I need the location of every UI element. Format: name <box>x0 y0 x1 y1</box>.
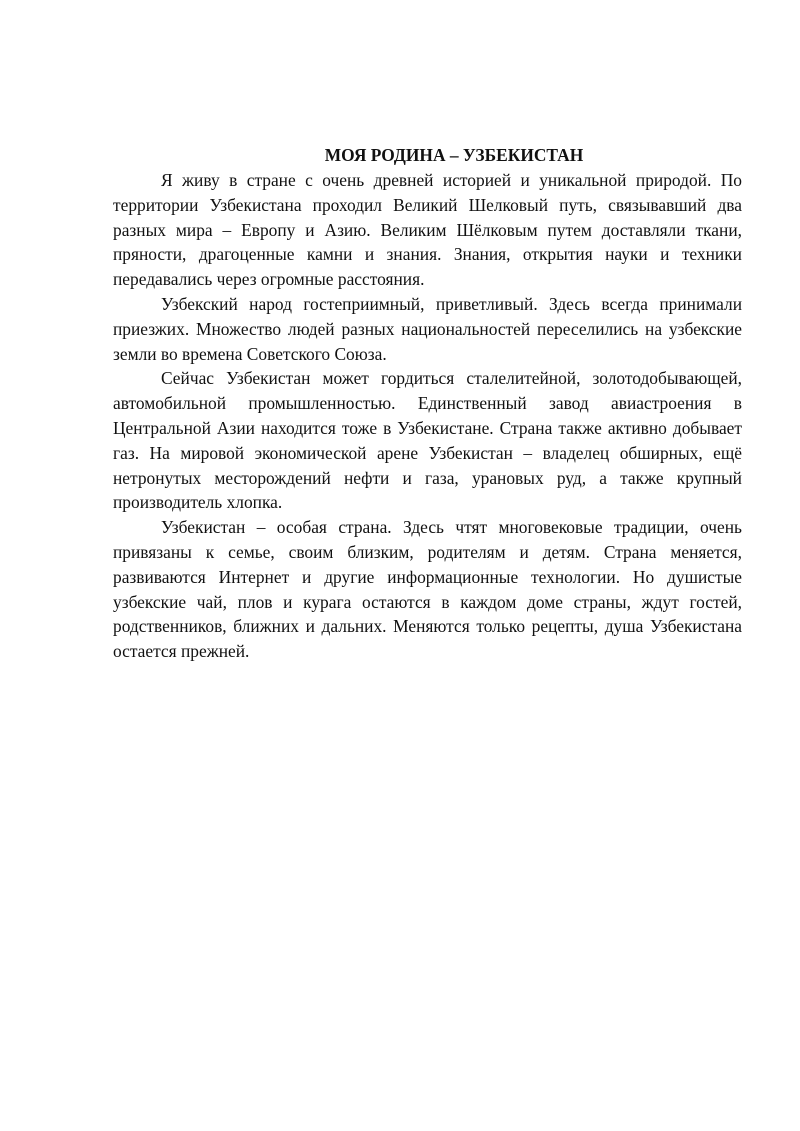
paragraph-2: Узбекский народ гостеприимный, приветливый. Здесь всегда принимали приезжих. Множество людей разных национальностей переселились на узбекские земли во времена Советского Союза. <box>113 293 742 364</box>
paragraph-3: Сейчас Узбекистан может гордиться сталелитейной, золотодобывающей, автомобильной промышленностью. Единственный завод авиастроения в Центральной Азии находится тоже в Узбекистане. Страна также активно добывает газ. На мировой экономической арене Узбекистан – владелец обширных, ещё нетронутых месторождений нефти и газа, урановых руд, а также крупный производитель хлопка. <box>113 368 742 513</box>
paragraph-1: Я живу в стране с очень древней историей и уникальной природой. По территории Узбекистана проходил Великий Шелковый путь, связывавший два разных мира – Европу и Азию. Великим Шёлковым путем доставляли ткани, пряности, драгоценные камни и знания. Знания, открытия науки и техники передавались через огромные расстояния. <box>113 170 742 290</box>
document-body <box>113 142 742 664</box>
paragraph-4: Узбекистан – особая страна. Здесь чтят многовековые традиции, очень привязаны к семье, своим близким, родителям и детям. Страна меняется, развиваются Интернет и другие информационные технологии. Но душистые узбекские чай, плов и курага остаются в каждом доме страны, ждут гостей, родственников, ближних и дальних. Меняются только рецепты, душа Узбекистана остается прежней. <box>113 517 742 662</box>
document-title: МОЯ РОДИНА – УЗБЕКИСТАН <box>324 145 584 165</box>
